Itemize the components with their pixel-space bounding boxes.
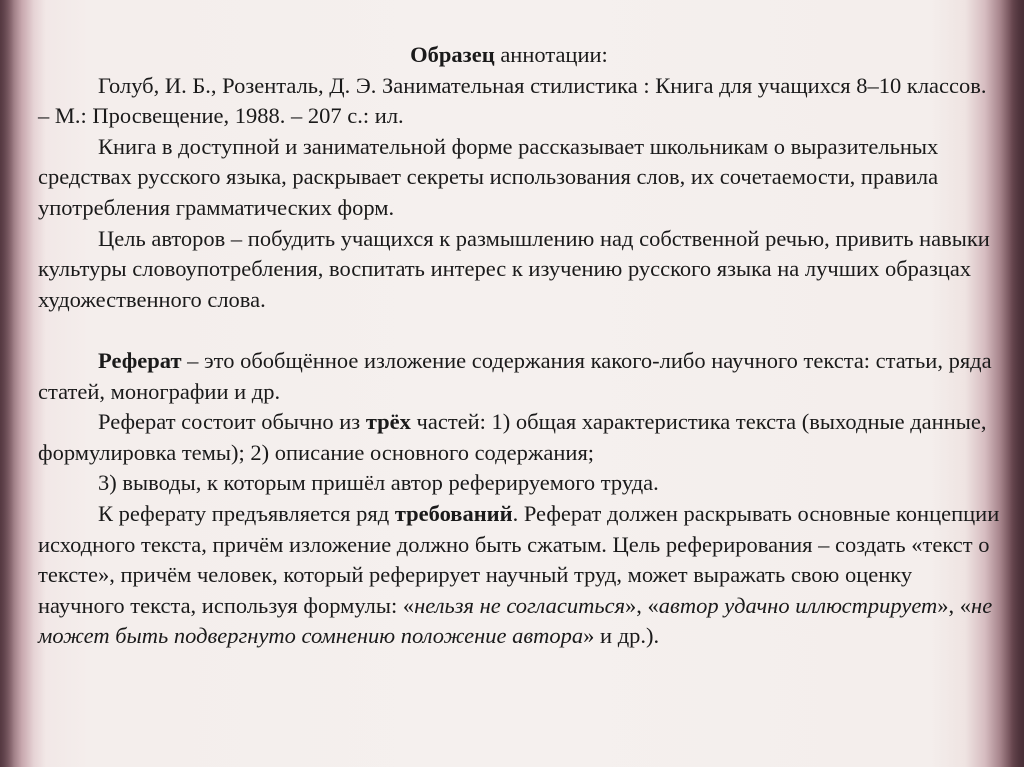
referat-parts-b: частей: 1) общая характеристика текста (выходные данные, формулировка темы); 2) описание основного содержания;: [38, 409, 987, 465]
referat-parts: [38, 407, 1000, 468]
req-b: . Реферат должен раскрывать основные концепции исходного текста, причём изложение должно быть сжатым. Цель реферирования – создать «текст о тексте», причём человек, который реферирует научный труд, может выражать свою оценку научного текста, используя формулы: «: [38, 500, 1000, 618]
referat-definition-text: – это обобщённое изложение содержания какого-либо научного текста: статьи, ряда статей, монографии и др.: [38, 347, 992, 404]
quote-1: нельзя не согласиться: [414, 592, 626, 618]
quote-3: не может быть подвергнуто сомнению положение автора: [38, 592, 993, 649]
sep-1: », «: [625, 592, 659, 618]
annotation-citation: Голуб, И. Б., Розенталь, Д. Э. Занимательная стилистика : Книга для учащихся 8–10 классов. – М.: Просвещение, 1988. – 207 с.: ил.: [38, 72, 987, 129]
quote-2: автор удачно иллюстрирует: [658, 592, 938, 618]
right-decorative-border: [1010, 0, 1024, 767]
left-decorative-border: [0, 0, 14, 767]
referat-parts-bold: трёх: [365, 409, 411, 435]
annotation-description: Книга в доступной и занимательной форме рассказывает школьникам о выразительных средствах русского языка, раскрывает секреты использования слов, их сочетаемости, правила употребления грамматических форм.: [38, 133, 939, 220]
referat-term: Реферат: [98, 347, 182, 373]
spacer: [38, 315, 1000, 346]
slide-title: [18, 40, 1000, 71]
referat-conclusions: 3) выводы, к которым пришёл автор реферируемого труда.: [98, 470, 659, 496]
annotation-goal: Цель авторов – побудить учащихся к размышлению над собственной речью, привить навыки культуры словоупотребления, воспитать интерес к изучению русского языка на лучших образцах художественного слова.: [38, 225, 990, 312]
referat-requirements: [38, 499, 1000, 652]
req-a: К реферату предъявляется ряд: [98, 500, 395, 526]
title-bold: Образец: [410, 42, 495, 67]
slide-content: [38, 40, 1000, 652]
referat-definition: [38, 346, 1000, 407]
req-bold: требований: [394, 500, 513, 526]
sep-2: », «: [937, 592, 972, 618]
req-end: » и др.).: [583, 623, 660, 649]
title-rest: аннотации:: [494, 42, 608, 67]
referat-parts-a: Реферат состоит обычно из: [98, 409, 366, 435]
